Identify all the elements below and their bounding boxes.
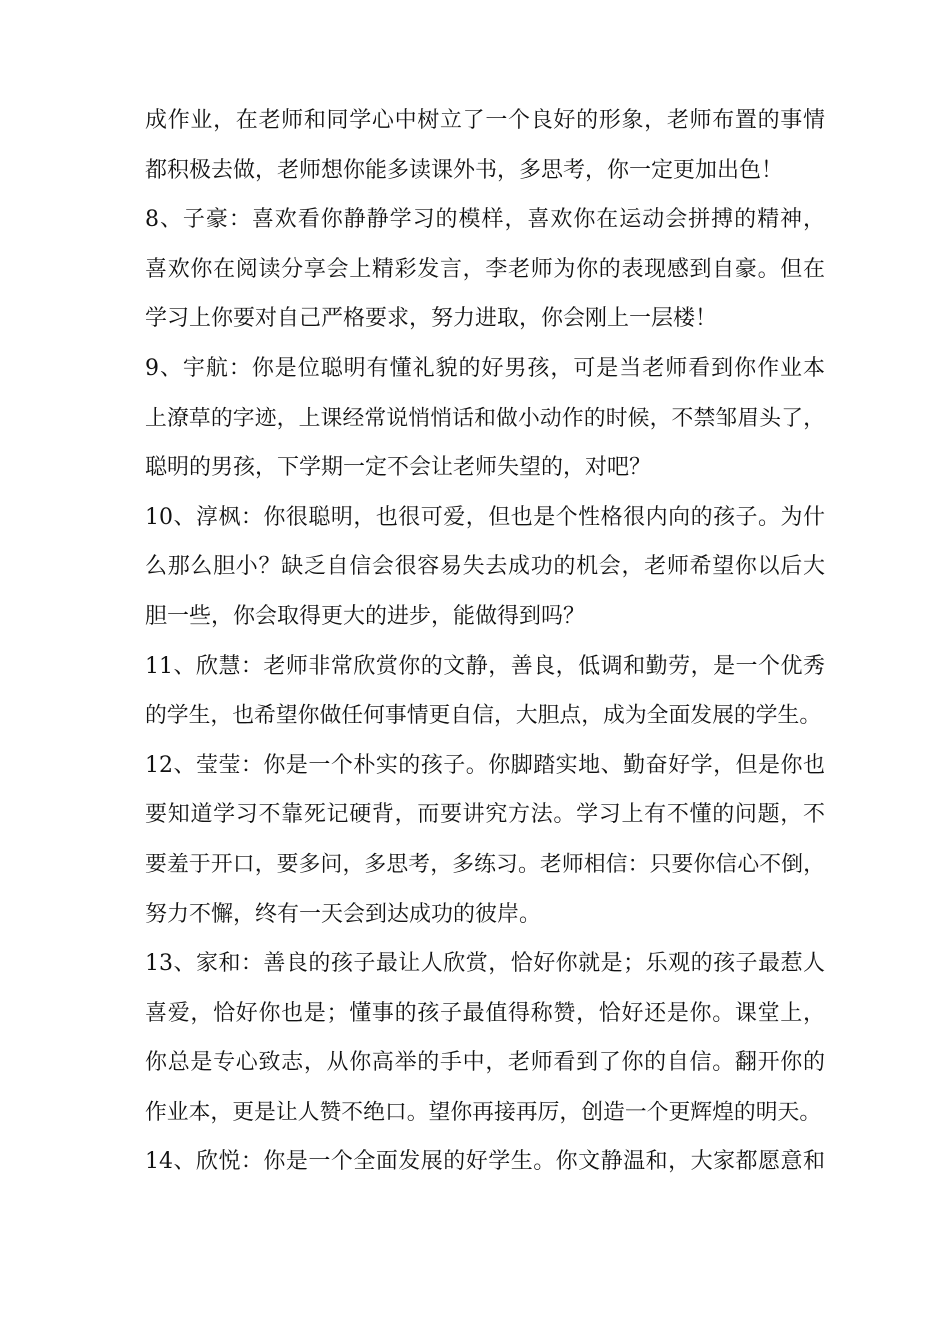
text-line: 都积极去做，老师想你能多读课外书，多思考，你一定更加出色！: [145, 157, 784, 183]
text-line: 学习上你要对自己严格要求，努力进取，你会刚上一层楼！: [145, 306, 718, 332]
text-line: 么那么胆小？缺乏自信会很容易失去成功的机会，老师希望你以后大: [145, 554, 825, 580]
text-line: 11、欣慧：老师非常欣赏你的文静，善良，低调和勤劳，是一个优秀: [145, 653, 825, 679]
text-line: 12、莹莹：你是一个朴实的孩子。你脚踏实地、勤奋好学，但是你也: [145, 752, 825, 778]
text-line: 喜欢你在阅读分享会上精彩发言，李老师为你的表现感到自豪。但在: [145, 256, 825, 282]
text-line: 努力不懈，终有一天会到达成功的彼岸。: [145, 901, 542, 927]
text-line: 10、淳枫：你很聪明，也很可爱，但也是个性格很内向的孩子。为什: [145, 504, 825, 530]
text-line: 胆一些，你会取得更大的进步，能做得到吗？: [145, 603, 586, 629]
text-line: 作业本，更是让人赞不绝口。望你再接再厉，创造一个更辉煌的明天。: [145, 1099, 822, 1125]
document-body: [145, 96, 825, 1187]
text-line: 要知道学习不靠死记硬背，而要讲究方法。学习上有不懂的问题，不: [145, 802, 825, 828]
text-line: 9、宇航：你是位聪明有懂礼貌的好男孩，可是当老师看到你作业本: [145, 355, 825, 381]
text-line: 13、家和：善良的孩子最让人欣赏，恰好你就是；乐观的孩子最惹人: [145, 951, 825, 977]
text-line: 的学生，也希望你做任何事情更自信，大胆点，成为全面发展的学生。: [145, 703, 822, 729]
text-line: 要羞于开口，要多问，多思考，多练习。老师相信：只要你信心不倒，: [145, 851, 825, 877]
text-line: 你总是专心致志，从你高举的手中，老师看到了你的自信。翻开你的: [145, 1050, 825, 1076]
text-line: 聪明的男孩，下学期一定不会让老师失望的，对吧？: [145, 455, 652, 481]
text-line: 上潦草的字迹，上课经常说悄悄话和做小动作的时候，不禁邹眉头了，: [145, 405, 825, 431]
text-line: 14、欣悦：你是一个全面发展的好学生。你文静温和，大家都愿意和: [145, 1149, 825, 1175]
text-line: 8、子豪：喜欢看你静静学习的模样，喜欢你在运动会拼搏的精神，: [145, 207, 825, 233]
text-line: 喜爱，恰好你也是；懂事的孩子最值得称赞，恰好还是你。课堂上，: [145, 1000, 825, 1026]
text-line: 成作业，在老师和同学心中树立了一个良好的形象，老师布置的事情: [145, 108, 825, 133]
